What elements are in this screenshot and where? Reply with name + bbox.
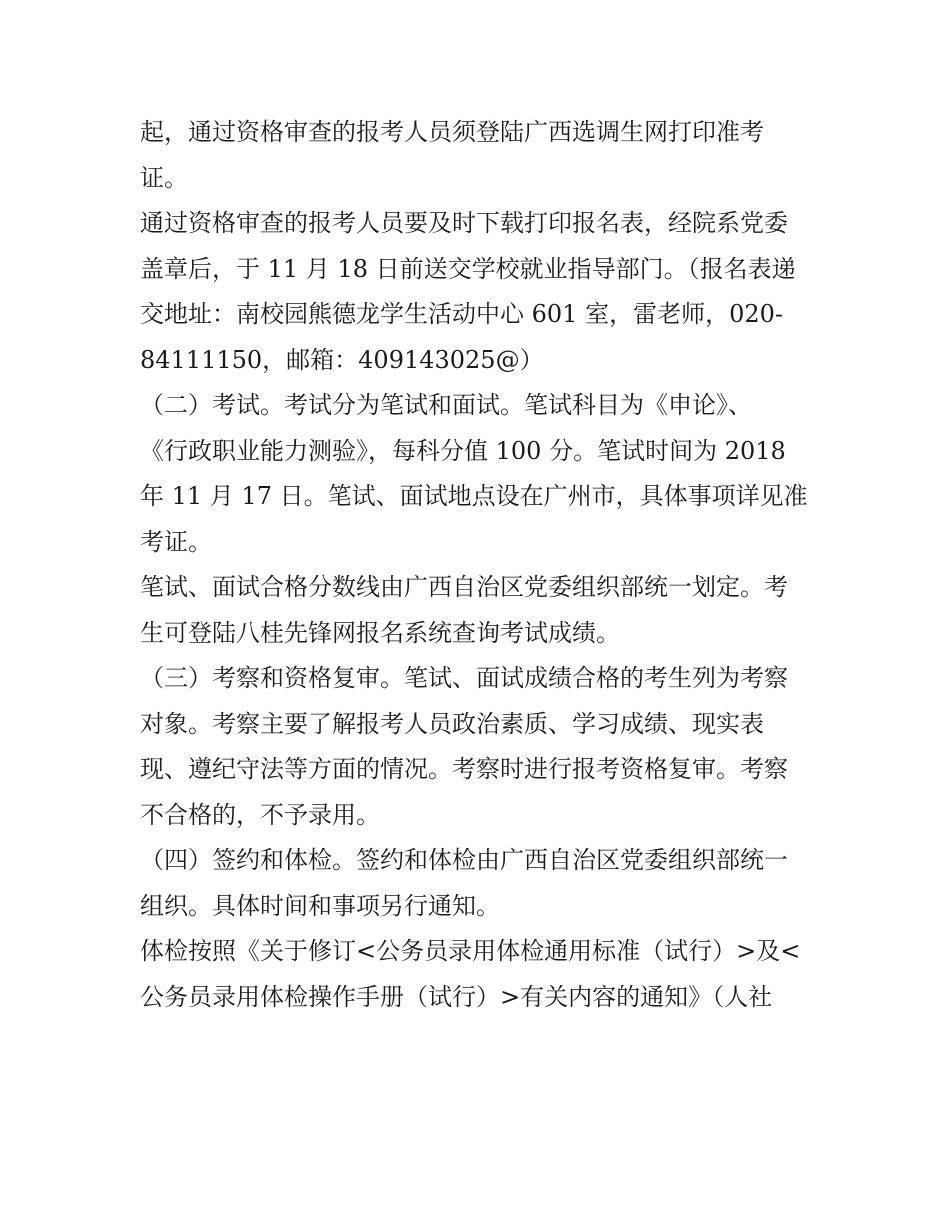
text-line: 起，通过资格审查的报考人员须登陆广西选调生网打印准考	[140, 118, 764, 146]
text-line: 组织。具体时间和事项另行通知。	[140, 891, 500, 920]
text-line: 笔试、面试合格分数线由广西自治区党委组织部统一划定。考	[140, 573, 788, 601]
document-body	[140, 110, 820, 1020]
text-line: 年 11 月 17 日。笔试、面试地点设在广州市，具体事项详见准	[140, 482, 808, 510]
text-line: （二）考试。考试分为笔试和面试。笔试科目为《申论》、	[140, 391, 752, 419]
text-line: （三）考察和资格复审。笔试、面试成绩合格的考生列为考察	[140, 664, 788, 692]
text-line: （四）签约和体检。签约和体检由广西自治区党委组织部统一	[140, 846, 788, 874]
text-line: 不合格的，不予录用。	[140, 800, 380, 829]
text-line: 对象。考察主要了解报考人员政治素质、学习成绩、现实表	[140, 709, 764, 738]
text-line: 现、遵纪守法等方面的情况。考察时进行报考资格复审。考察	[140, 755, 788, 783]
text-line: 《行政职业能力测验》，每科分值 100 分。笔试时间为 2018	[140, 436, 786, 465]
text-line: 生可登陆八桂先锋网报名系统查询考试成绩。	[140, 618, 620, 647]
text-line: 盖章后，于 11 月 18 日前送交学校就业指导部门。（报名表递	[140, 254, 796, 283]
text-line: 证。	[140, 163, 188, 192]
text-line: 考证。	[140, 527, 212, 556]
text-line: 公务员录用体检操作手册（试行）>有关内容的通知》（人社	[140, 982, 773, 1011]
text-line: 通过资格审查的报考人员要及时下载打印报名表，经院系党委	[140, 209, 788, 237]
text-line: 交地址：南校园熊德龙学生活动中心 601 室，雷老师，020-	[140, 300, 783, 328]
text-line: 84111150，邮箱：409143025@）	[140, 345, 544, 374]
text-line: 体检按照《关于修订<公务员录用体检通用标准（试行）>及<	[140, 937, 801, 965]
